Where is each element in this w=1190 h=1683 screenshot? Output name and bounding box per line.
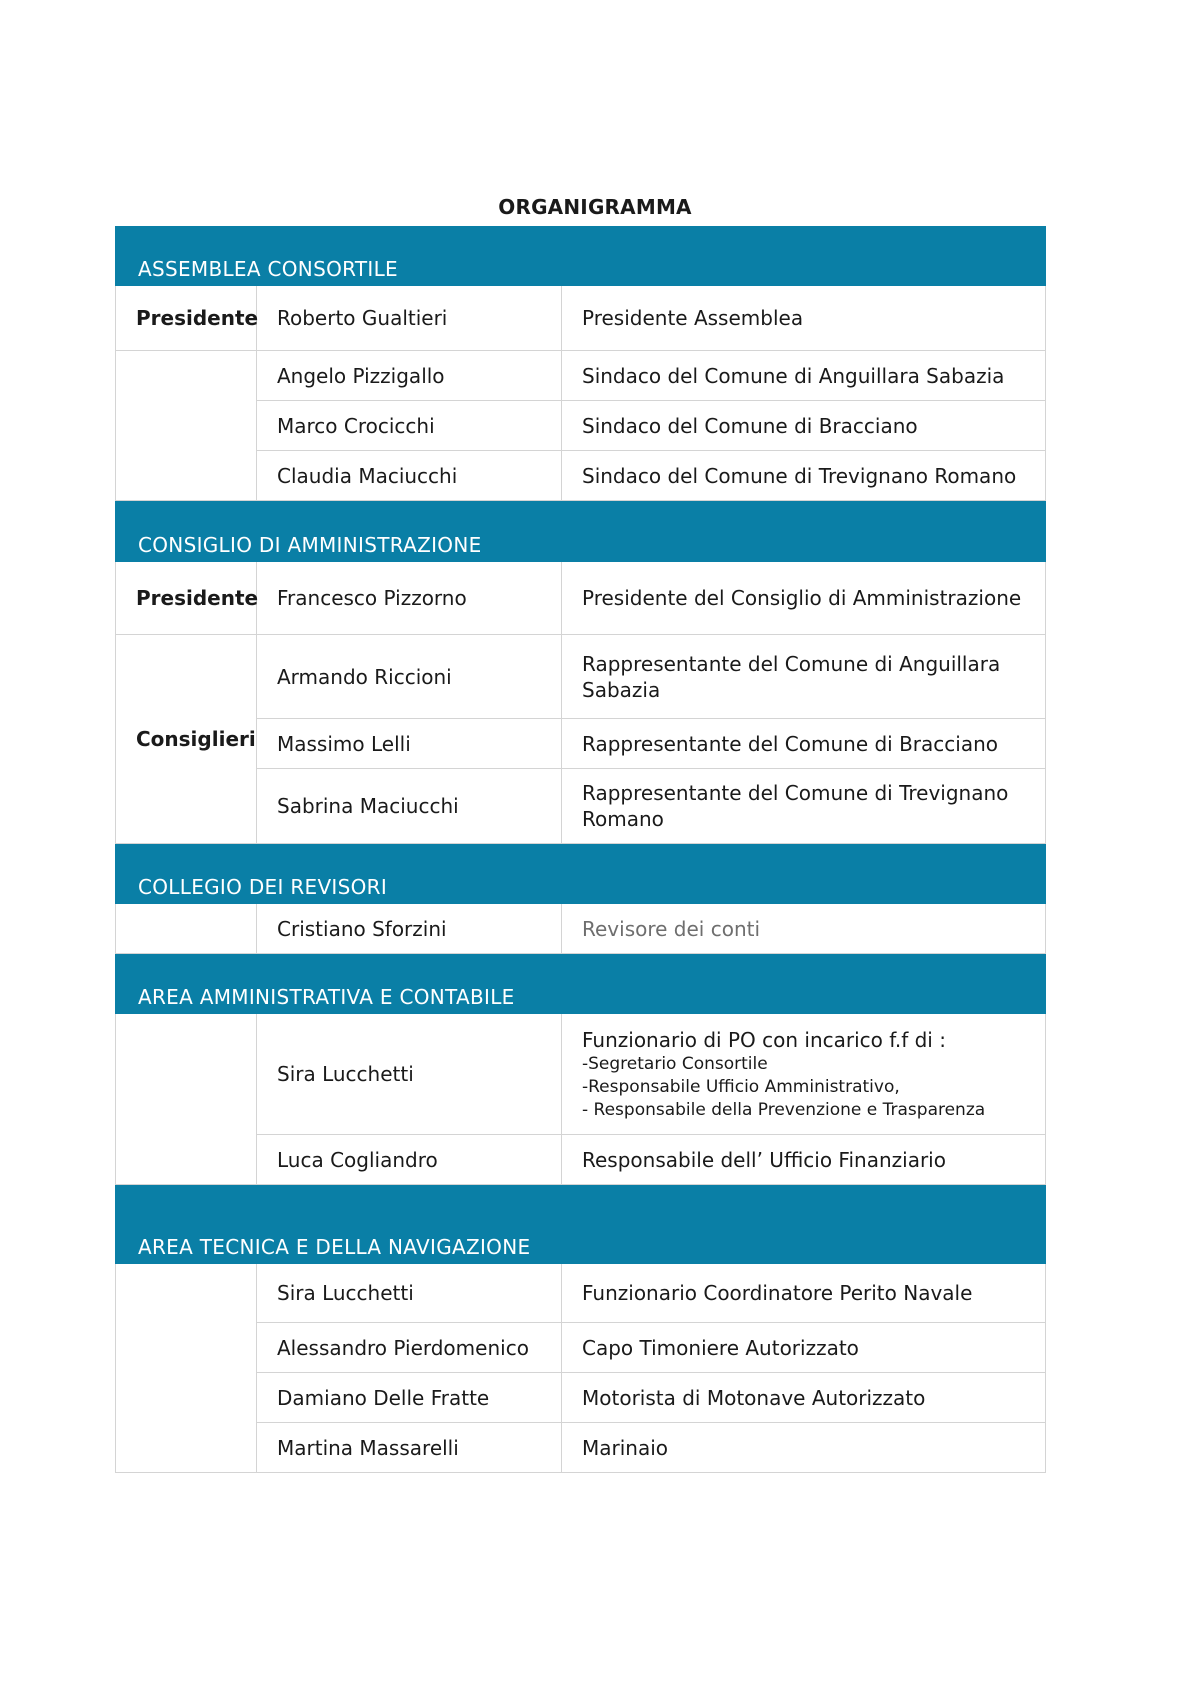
section-header-consiglio xyxy=(116,501,1046,562)
member-name: Francesco Pizzorno xyxy=(257,562,562,635)
member-role: Sindaco del Comune di Bracciano xyxy=(562,401,1046,451)
section-header-tecnica xyxy=(116,1185,1046,1264)
member-role: Funzionario Coordinatore Perito Navale xyxy=(562,1264,1046,1323)
table-row xyxy=(116,1014,1046,1135)
member-name: Cristiano Sforzini xyxy=(257,904,562,954)
role-cell-empty xyxy=(116,1014,257,1185)
table-row xyxy=(116,1264,1046,1323)
member-name: Roberto Gualtieri xyxy=(257,286,562,351)
member-role-line: Rappresentante del Comune di Anguillara xyxy=(582,651,1001,676)
member-role-line: Romano xyxy=(582,807,664,831)
member-name: Sabrina Maciucchi xyxy=(257,769,562,844)
member-role: Sindaco del Comune di Trevignano Romano xyxy=(562,451,1046,501)
member-name: Sira Lucchetti xyxy=(257,1264,562,1323)
table-row xyxy=(116,635,1046,719)
member-role: Responsabile dell’ Ufficio Finanziario xyxy=(562,1135,1046,1185)
page-title: ORGANIGRAMMA xyxy=(498,195,692,219)
member-role: Capo Timoniere Autorizzato xyxy=(562,1323,1046,1373)
member-name: Damiano Delle Fratte xyxy=(257,1373,562,1423)
member-role xyxy=(562,769,1046,844)
member-role-item: -Segretario Consortile xyxy=(582,1053,768,1074)
role-label-consiglieri: Consiglieri xyxy=(116,635,257,844)
member-name: Angelo Pizzigallo xyxy=(257,351,562,401)
table-row xyxy=(116,562,1046,635)
section-header-amministrativa xyxy=(116,954,1046,1014)
role-label-presidente: Presidente xyxy=(116,562,257,635)
member-role xyxy=(562,635,1046,719)
member-name: Marco Crocicchi xyxy=(257,401,562,451)
member-role: Marinaio xyxy=(562,1423,1046,1473)
member-role-item: - Responsabile della Prevenzione e Trasparenza xyxy=(582,1099,986,1120)
member-role: Revisore dei conti xyxy=(562,904,1046,954)
table-row xyxy=(116,351,1046,401)
member-role: Sindaco del Comune di Anguillara Sabazia xyxy=(562,351,1046,401)
section-title: AREA TECNICA E DELLA NAVIGAZIONE xyxy=(116,1185,1046,1264)
role-cell-empty xyxy=(116,351,257,501)
section-header-assemblea xyxy=(116,227,1046,286)
member-name: Claudia Maciucchi xyxy=(257,451,562,501)
member-role-main: Funzionario di PO con incarico f.f di : xyxy=(582,1027,946,1052)
member-role-line: Sabazia xyxy=(582,677,661,702)
member-name: Sira Lucchetti xyxy=(257,1014,562,1135)
role-label-presidente: Presidente xyxy=(116,286,257,351)
member-role: Presidente del Consiglio di Amministrazione xyxy=(562,562,1046,635)
member-role: Presidente Assemblea xyxy=(562,286,1046,351)
member-name: Luca Cogliandro xyxy=(257,1135,562,1185)
role-cell-empty xyxy=(116,1264,257,1473)
org-chart-table xyxy=(115,226,1046,1473)
member-name: Armando Riccioni xyxy=(257,635,562,719)
table-row xyxy=(116,904,1046,954)
section-header-revisori xyxy=(116,844,1046,904)
section-title: ASSEMBLEA CONSORTILE xyxy=(116,227,1046,286)
member-name: Alessandro Pierdomenico xyxy=(257,1323,562,1373)
role-cell-empty xyxy=(116,904,257,954)
member-role-item: -Responsabile Ufficio Amministrativo, xyxy=(582,1076,900,1097)
table-row xyxy=(116,286,1046,351)
section-title: CONSIGLIO DI AMMINISTRAZIONE xyxy=(116,501,1046,562)
member-name: Massimo Lelli xyxy=(257,719,562,769)
member-role xyxy=(562,1014,1046,1135)
member-role: Rappresentante del Comune di Bracciano xyxy=(562,719,1046,769)
member-role: Motorista di Motonave Autorizzato xyxy=(562,1373,1046,1423)
section-title: COLLEGIO DEI REVISORI xyxy=(116,844,1046,904)
section-title: AREA AMMINISTRATIVA E CONTABILE xyxy=(116,954,1046,1014)
member-name: Martina Massarelli xyxy=(257,1423,562,1473)
member-role-line: Rappresentante del Comune di Trevignano xyxy=(582,781,1009,805)
